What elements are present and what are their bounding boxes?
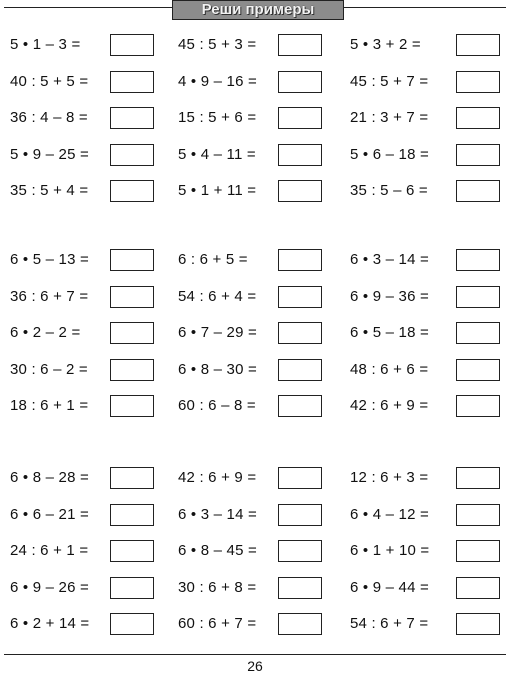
exercise-expression: 5 • 1 – 3 = — [10, 36, 81, 53]
exercise-expression: 60 : 6 + 7 = — [178, 615, 257, 632]
answer-box[interactable] — [456, 613, 500, 635]
exercise-expression: 6 • 4 – 12 = — [350, 506, 429, 523]
exercise-expression: 6 • 2 – 2 = — [10, 324, 81, 341]
exercise-expression: 12 : 6 + 3 = — [350, 469, 429, 486]
exercise-expression: 15 : 5 + 6 = — [178, 109, 257, 126]
answer-box[interactable] — [278, 467, 322, 489]
exercise-expression: 6 • 3 – 14 = — [350, 251, 429, 268]
answer-box[interactable] — [110, 467, 154, 489]
answer-box[interactable] — [456, 322, 500, 344]
exercise-expression: 6 • 5 – 18 = — [350, 324, 429, 341]
answer-box[interactable] — [110, 144, 154, 166]
answer-box[interactable] — [110, 395, 154, 417]
exercise-expression: 42 : 6 + 9 = — [178, 469, 257, 486]
exercise-expression: 30 : 6 + 8 = — [178, 579, 257, 596]
answer-box[interactable] — [110, 71, 154, 93]
answer-box[interactable] — [456, 286, 500, 308]
exercise-expression: 45 : 5 + 7 = — [350, 73, 429, 90]
answer-box[interactable] — [456, 180, 500, 202]
page-title: Реши примеры — [172, 0, 344, 20]
answer-box[interactable] — [110, 107, 154, 129]
exercise-expression: 24 : 6 + 1 = — [10, 542, 89, 559]
exercise-expression: 6 • 6 – 21 = — [10, 506, 89, 523]
exercise-expression: 30 : 6 – 2 = — [10, 361, 88, 378]
answer-box[interactable] — [456, 504, 500, 526]
exercise-expression: 6 • 2 + 14 = — [10, 615, 90, 632]
answer-box[interactable] — [278, 504, 322, 526]
answer-box[interactable] — [456, 359, 500, 381]
answer-box[interactable] — [278, 322, 322, 344]
answer-box[interactable] — [110, 34, 154, 56]
exercise-expression: 36 : 4 – 8 = — [10, 109, 88, 126]
header-line-left — [4, 7, 172, 8]
answer-box[interactable] — [278, 359, 322, 381]
answer-box[interactable] — [278, 577, 322, 599]
exercise-expression: 6 • 1 + 10 = — [350, 542, 430, 559]
footer-line — [4, 654, 506, 655]
exercise-expression: 21 : 3 + 7 = — [350, 109, 429, 126]
header-line-right — [344, 7, 506, 8]
answer-box[interactable] — [278, 107, 322, 129]
exercise-expression: 6 • 9 – 36 = — [350, 288, 429, 305]
exercise-expression: 54 : 6 + 4 = — [178, 288, 257, 305]
answer-box[interactable] — [456, 467, 500, 489]
answer-box[interactable] — [278, 249, 322, 271]
exercise-expression: 42 : 6 + 9 = — [350, 397, 429, 414]
exercise-expression: 5 • 9 – 25 = — [10, 146, 89, 163]
answer-box[interactable] — [110, 540, 154, 562]
answer-box[interactable] — [278, 613, 322, 635]
answer-box[interactable] — [278, 71, 322, 93]
exercise-expression: 35 : 5 + 4 = — [10, 182, 89, 199]
exercise-expression: 6 • 8 – 45 = — [178, 542, 257, 559]
exercise-expression: 6 : 6 + 5 = — [178, 251, 248, 268]
exercise-expression: 45 : 5 + 3 = — [178, 36, 257, 53]
answer-box[interactable] — [456, 144, 500, 166]
answer-box[interactable] — [456, 107, 500, 129]
answer-box[interactable] — [110, 322, 154, 344]
exercise-expression: 35 : 5 – 6 = — [350, 182, 428, 199]
exercise-expression: 5 • 3 + 2 = — [350, 36, 421, 53]
exercise-expression: 18 : 6 + 1 = — [10, 397, 89, 414]
answer-box[interactable] — [110, 286, 154, 308]
exercise-expression: 6 • 5 – 13 = — [10, 251, 89, 268]
exercise-expression: 6 • 9 – 26 = — [10, 579, 89, 596]
answer-box[interactable] — [456, 395, 500, 417]
exercise-expression: 54 : 6 + 7 = — [350, 615, 429, 632]
answer-box[interactable] — [110, 359, 154, 381]
exercise-expression: 6 • 9 – 44 = — [350, 579, 429, 596]
exercise-expression: 6 • 8 – 28 = — [10, 469, 89, 486]
exercise-expression: 5 • 4 – 11 = — [178, 146, 256, 163]
exercise-expression: 4 • 9 – 16 = — [178, 73, 257, 90]
exercise-expression: 48 : 6 + 6 = — [350, 361, 429, 378]
answer-box[interactable] — [278, 540, 322, 562]
answer-box[interactable] — [110, 249, 154, 271]
answer-box[interactable] — [456, 71, 500, 93]
answer-box[interactable] — [278, 180, 322, 202]
answer-box[interactable] — [110, 613, 154, 635]
exercise-expression: 60 : 6 – 8 = — [178, 397, 256, 414]
exercise-expression: 5 • 6 – 18 = — [350, 146, 429, 163]
answer-box[interactable] — [110, 180, 154, 202]
answer-box[interactable] — [456, 34, 500, 56]
exercise-expression: 6 • 3 – 14 = — [178, 506, 257, 523]
answer-box[interactable] — [456, 540, 500, 562]
exercise-expression: 5 • 1 + 11 = — [178, 182, 257, 199]
page-number: 26 — [247, 658, 263, 674]
exercise-expression: 6 • 7 – 29 = — [178, 324, 257, 341]
answer-box[interactable] — [456, 249, 500, 271]
exercise-expression: 6 • 8 – 30 = — [178, 361, 257, 378]
answer-box[interactable] — [278, 286, 322, 308]
answer-box[interactable] — [456, 577, 500, 599]
exercise-expression: 40 : 5 + 5 = — [10, 73, 89, 90]
answer-box[interactable] — [278, 144, 322, 166]
answer-box[interactable] — [110, 577, 154, 599]
answer-box[interactable] — [278, 395, 322, 417]
answer-box[interactable] — [278, 34, 322, 56]
answer-box[interactable] — [110, 504, 154, 526]
exercise-expression: 36 : 6 + 7 = — [10, 288, 89, 305]
